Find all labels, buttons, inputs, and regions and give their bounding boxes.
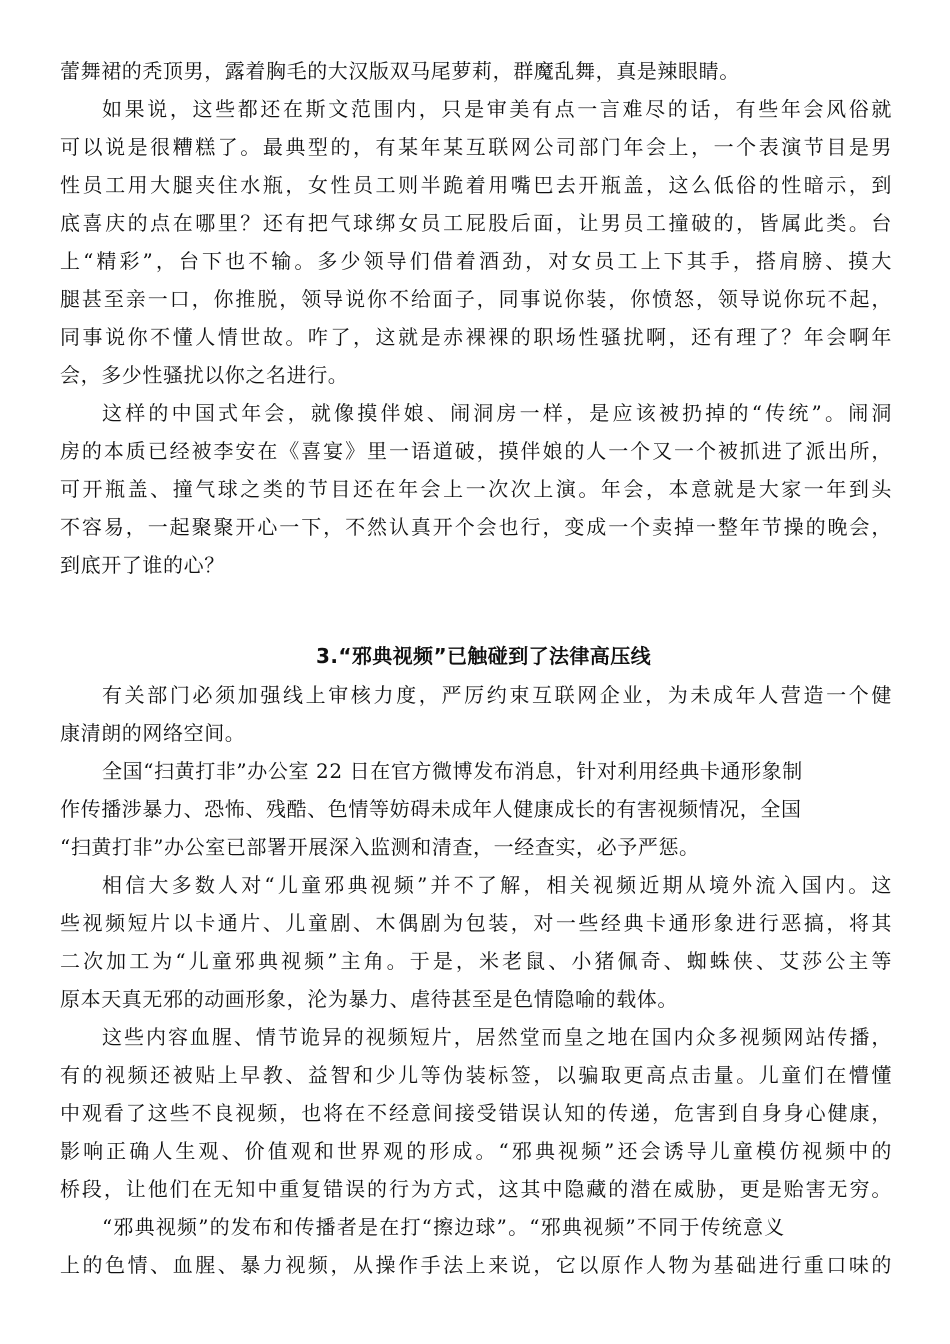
paragraph xyxy=(60,90,892,394)
paragraph xyxy=(60,1208,892,1284)
text-line: 性员工用大腿夹住水瓶，女性员工则半跪着用嘴巴去开瓶盖，这么低俗的性暗示，到 xyxy=(60,173,892,197)
text-line: “邪典视频”的发布和传播者是在打“擦边球”。“邪典视频”不同于传统意义 xyxy=(102,1215,786,1239)
text-line: 到底开了谁的心？ xyxy=(60,553,225,577)
text-line: 这样的中国式年会，就像摸伴娘、闹洞房一样，是应该被扔掉的“传统”。闹洞 xyxy=(102,401,892,425)
text-line: 原本天真无邪的动画形象，沦为暴力、虐待甚至是色情隐喻的载体。 xyxy=(60,987,678,1011)
text-line: 蕾舞裙的秃顶男，露着胸毛的大汉版双马尾萝莉，群魔乱舞，真是辣眼睛。 xyxy=(60,59,740,83)
text-line: 有关部门必须加强线上审核力度，严厉约束互联网企业，为未成年人营造一个健 xyxy=(102,683,892,707)
text-line: 可开瓶盖、撞气球之类的节目还在年会上一次次上演。年会，本意就是大家一年到头 xyxy=(60,477,892,501)
paragraph xyxy=(60,866,892,1018)
text-line: 作传播涉暴力、恐怖、残酷、色情等妨碍未成年人健康成长的有害视频情况，全国 xyxy=(60,797,802,821)
paragraph xyxy=(60,1018,892,1208)
section-heading: 3.“邪典视频”已触碰到了法律高压线 xyxy=(316,644,652,668)
paragraph xyxy=(60,52,892,90)
text-line: 腿甚至亲一口，你推脱，领导说你不给面子，同事说你装，你愤怒，领导说你玩不起， xyxy=(60,287,892,311)
text-line: 上“精彩”，台下也不输。多少领导们借着酒劲，对女员工上下其手，搭肩膀、摸大 xyxy=(60,249,892,273)
text-line: 这些内容血腥、情节诡异的视频短片，居然堂而皇之地在国内众多视频网站传播， xyxy=(102,1025,892,1049)
text-line: 不容易，一起聚聚开心一下，不然认真开个会也行，变成一个卖掉一整年节操的晚会， xyxy=(60,515,892,539)
paragraph xyxy=(60,752,892,866)
text-line: 康清朗的网络空间。 xyxy=(60,721,246,745)
text-line: 上的色情、血腥、暴力视频，从操作手法上来说，它以原作人物为基础进行重口味的 xyxy=(60,1253,892,1277)
text-line: 可以说是很糟糕了。最典型的，有某年某互联网公司部门年会上，一个表演节目是男 xyxy=(60,135,892,159)
text-line: 房的本质已经被李安在《喜宴》里一语道破，摸伴娘的人一个又一个被抓进了派出所， xyxy=(60,439,892,463)
text-line: 同事说你不懂人情世故。咋了，这就是赤裸裸的职场性骚扰啊，还有理了？年会啊年 xyxy=(60,325,892,349)
text-line: “扫黄打非”办公室已部署开展深入监测和清查，一经查实，必予严惩。 xyxy=(60,835,700,859)
text-line: 有的视频还被贴上早教、益智和少儿等伪装标签，以骗取更高点击量。儿童们在懵懂 xyxy=(60,1063,892,1087)
text-line: 全国“扫黄打非”办公室 22 日在官方微博发布消息，针对利用经典卡通形象制 xyxy=(102,759,803,783)
paragraph xyxy=(60,394,892,584)
document-page xyxy=(60,52,892,1284)
text-line: 会，多少性骚扰以你之名进行。 xyxy=(60,363,349,387)
text-line: 影响正确人生观、价值观和世界观的形成。“邪典视频”还会诱导儿童模仿视频中的 xyxy=(60,1139,892,1163)
text-line: 底喜庆的点在哪里？还有把气球绑女员工屁股后面，让男员工撞破的，皆属此类。台 xyxy=(60,211,892,235)
text-line: 中观看了这些不良视频，也将在不经意间接受错误认知的传递，危害到自身身心健康， xyxy=(60,1101,892,1125)
text-line: 如果说，这些都还在斯文范围内，只是审美有点一言难尽的话，有些年会风俗就 xyxy=(102,97,892,121)
paragraph xyxy=(60,676,892,752)
text-line: 些视频短片以卡通片、儿童剧、木偶剧为包装，对一些经典卡通形象进行恶搞，将其 xyxy=(60,911,892,935)
text-line: 桥段，让他们在无知中重复错误的行为方式，这其中隐藏的潜在威胁，更是贻害无穷。 xyxy=(60,1177,892,1201)
text-line: 二次加工为“儿童邪典视频”主角。于是，米老鼠、小猪佩奇、蜘蛛侠、艾莎公主等 xyxy=(60,949,892,973)
section-spacer xyxy=(60,584,892,636)
text-line: 相信大多数人对“儿童邪典视频”并不了解，相关视频近期从境外流入国内。这 xyxy=(102,873,892,897)
